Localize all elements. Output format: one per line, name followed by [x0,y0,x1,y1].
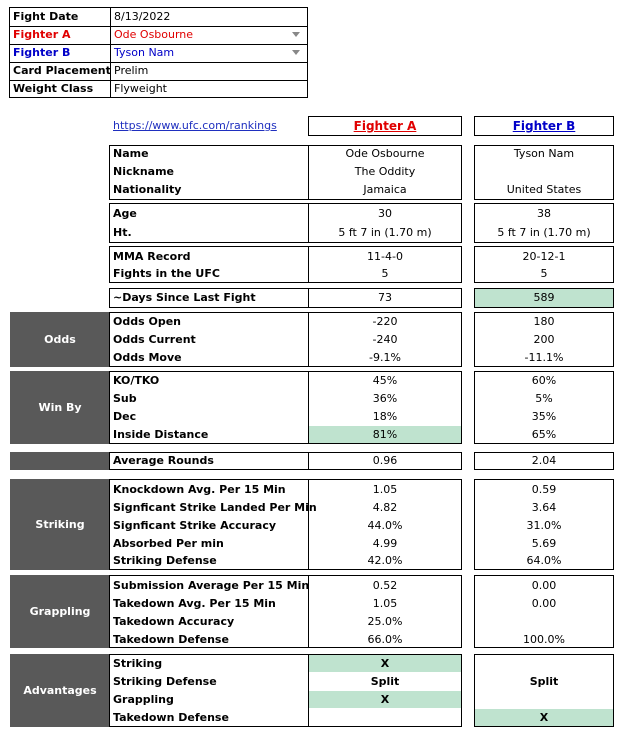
ufc-rankings-link[interactable]: https://www.ufc.com/rankings [113,119,277,132]
odds-move-label: Odds Move [113,351,182,364]
sig-strike-landed-label: Signficant Strike Landed Per Min [113,501,317,514]
adv-grappling-a: X [380,693,390,706]
adv-striking-label: Striking [113,657,163,670]
sig-strike-accuracy-b: 31.0% [526,519,562,532]
striking-defense-a: 42.0% [367,554,403,567]
takedown-accuracy-a: 25.0% [367,615,403,628]
sig-strike-landed-a: 4.82 [372,501,398,514]
fighter-a-label: Fighter A [13,28,71,41]
ko-tko-b: 60% [531,374,557,387]
advantages-section-label: Advantages [10,654,110,727]
chevron-down-icon[interactable] [292,50,300,55]
inside-distance-b: 65% [531,428,557,441]
takedown-defense-a: 66.0% [367,633,403,646]
takedown-defense-label: Takedown Defense [113,633,229,646]
sub-label: Sub [113,392,137,405]
adv-takedown-defense-label: Takedown Defense [113,711,229,724]
odds-open-label: Odds Open [113,315,181,328]
ko-tko-label: KO/TKO [113,374,160,387]
odds-move-a: -9.1% [369,351,401,364]
takedown-accuracy-label: Takedown Accuracy [113,615,235,628]
mma-record-label: MMA Record [113,250,191,263]
dec-a: 18% [372,410,398,423]
odds-section-label: Odds [10,312,110,367]
age-label: Age [113,207,137,220]
ko-tko-a: 45% [372,374,398,387]
odds-open-b: 180 [533,315,555,328]
sig-strike-accuracy-label: Signficant Strike Accuracy [113,519,277,532]
ufc-fights-a: 5 [381,267,389,280]
knockdown-avg-label: Knockdown Avg. Per 15 Min [113,483,286,496]
nationality-a: Jamaica [363,183,407,196]
sig-strike-landed-b: 3.64 [531,501,557,514]
knockdown-avg-b: 0.59 [531,483,557,496]
fighter-a-select[interactable]: Ode Osbourne [114,26,306,44]
mma-record-a: 11-4-0 [367,250,403,263]
name-b: Tyson Nam [513,147,575,160]
takedown-avg-label: Takedown Avg. Per 15 Min [113,597,276,610]
striking-defense-label: Striking Defense [113,554,217,567]
dec-b: 35% [531,410,557,423]
nationality-b: United States [506,183,582,196]
days-since-b: 589 [474,288,614,308]
weight-class-value[interactable]: Flyweight [114,82,167,95]
height-a: 5 ft 7 in (1.70 m) [338,226,432,239]
age-a: 30 [378,207,392,220]
ufc-fights-b: 5 [540,267,548,280]
adv-grappling-label: Grappling [113,693,174,706]
card-placement-value[interactable]: Prelim [114,64,149,77]
fight-date-value[interactable]: 8/13/2022 [114,10,171,23]
sig-strike-accuracy-a: 44.0% [367,519,403,532]
mma-record-b: 20-12-1 [522,250,566,263]
odds-move-b: -11.1% [524,351,564,364]
nationality-label: Nationality [113,183,182,196]
weight-class-label: Weight Class [13,82,94,95]
inside-distance-label: Inside Distance [113,428,209,441]
odds-current-b: 200 [533,333,555,346]
avg-rounds-label: Average Rounds [109,452,309,470]
height-b: 5 ft 7 in (1.70 m) [497,226,591,239]
takedown-defense-b: 100.0% [523,633,565,646]
nickname-label: Nickname [113,165,174,178]
fight-date-label: Fight Date [13,10,79,23]
adv-striking-defense-b: Split [529,675,559,688]
odds-current-label: Odds Current [113,333,196,346]
absorbed-label: Absorbed Per min [113,537,224,550]
height-label: Ht. [113,226,132,239]
fighter-a-header: Fighter A [308,116,462,136]
chevron-down-icon[interactable] [292,32,300,37]
fighter-b-select[interactable]: Tyson Nam [114,44,306,62]
dec-label: Dec [113,410,137,423]
absorbed-a: 4.99 [372,537,398,550]
name-a: Ode Osbourne [345,147,425,160]
striking-defense-b: 64.0% [526,554,562,567]
winby-section-label: Win By [10,371,110,444]
days-since-label: ~Days Since Last Fight [109,288,309,308]
fighter-b-header: Fighter B [474,116,614,136]
days-since-a: 73 [308,288,462,308]
sub-a: 36% [372,392,398,405]
adv-striking-defense-label: Striking Defense [113,675,217,688]
sub-avg-label: Submission Average Per 15 Min [113,579,310,592]
card-placement-label: Card Placement [13,64,111,77]
adv-striking-a: X [380,657,390,670]
odds-current-a: -240 [372,333,398,346]
absorbed-b: 5.69 [531,537,557,550]
adv-striking-defense-a: Split [370,675,400,688]
avg-rounds-b: 2.04 [474,452,614,470]
inside-distance-a: 81% [372,428,398,441]
avg-rounds-section-bar [10,452,110,470]
sub-b: 5% [535,392,553,405]
age-b: 38 [537,207,551,220]
odds-open-a: -220 [372,315,398,328]
nickname-a: The Oddity [354,165,416,178]
fighter-b-label: Fighter B [13,46,71,59]
knockdown-avg-a: 1.05 [372,483,398,496]
sub-avg-a: 0.52 [372,579,398,592]
takedown-avg-a: 1.05 [372,597,398,610]
ufc-fights-label: Fights in the UFC [113,267,220,280]
striking-section-label: Striking [10,479,110,570]
name-label: Name [113,147,149,160]
avg-rounds-a: 0.96 [308,452,462,470]
takedown-avg-b: 0.00 [531,597,557,610]
grappling-section-label: Grappling [10,575,110,648]
adv-takedown-defense-b: X [539,711,549,724]
fight-info-table [9,7,308,98]
physical-label-box [109,203,309,243]
sub-avg-b: 0.00 [531,579,557,592]
